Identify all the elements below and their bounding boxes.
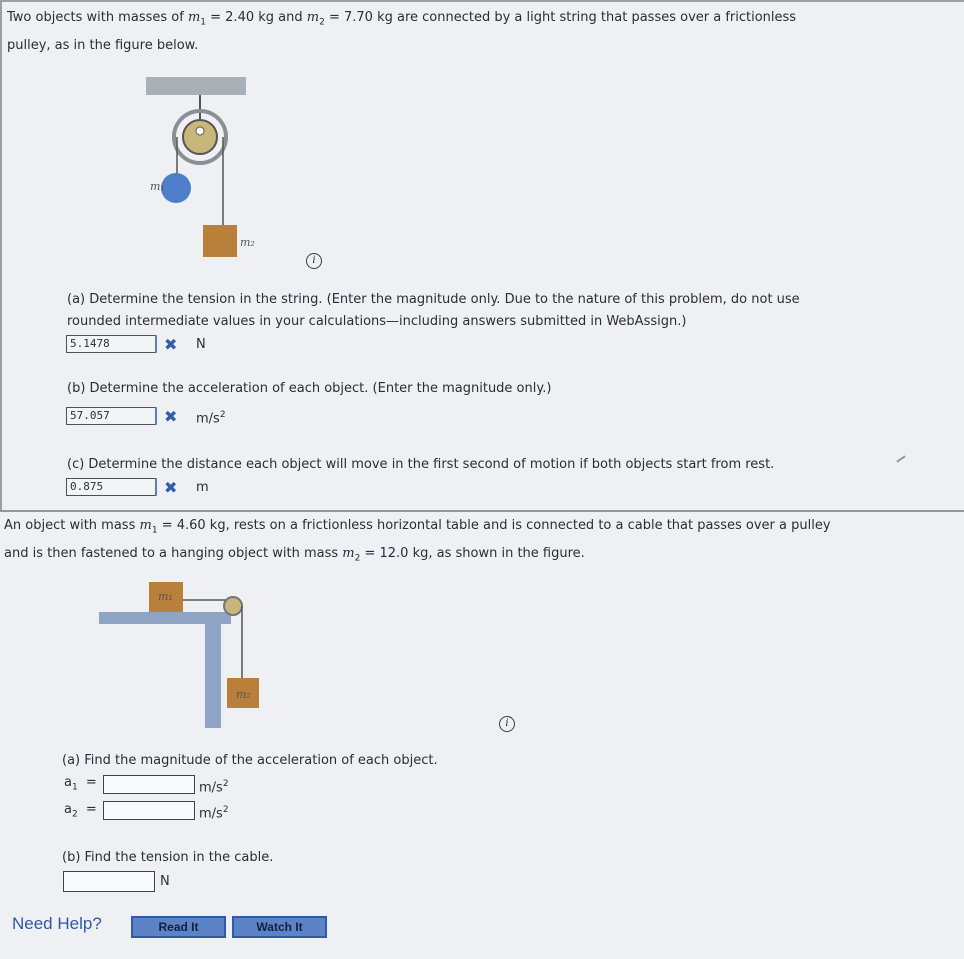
fig2-m2-label: m₂ xyxy=(236,688,251,701)
intro-text: An object with mass xyxy=(4,518,136,533)
p1-part-c-unit: m xyxy=(196,480,209,495)
unit-text: m/s xyxy=(196,411,220,427)
field-edge xyxy=(155,407,157,425)
problem1-intro-line2: pulley, as in the figure below. xyxy=(7,38,199,53)
p1-part-b-question: (b) Determine the acceleration of each object. (Enter the magnitude only.) xyxy=(67,381,552,396)
a1-sub: 1 xyxy=(71,782,78,793)
intro-text: Two objects with masses of xyxy=(7,10,184,25)
p1-part-a-answer-field[interactable] xyxy=(66,335,156,353)
field-edge xyxy=(155,335,157,353)
a1-unit xyxy=(199,775,229,797)
problem1-intro-line1 xyxy=(7,9,796,32)
a1-input[interactable] xyxy=(103,775,195,794)
problem-separator xyxy=(0,510,964,512)
pulley-wheel xyxy=(224,597,242,615)
m2-symbol: m xyxy=(306,10,320,25)
m1-symbol: m xyxy=(187,10,201,25)
unit-exponent: 2 xyxy=(222,805,229,815)
info-icon[interactable]: i xyxy=(499,716,515,732)
equals-sign: = xyxy=(85,775,97,790)
a1-label xyxy=(64,774,97,797)
p1-part-a-question-line2: rounded intermediate values in your calculations—including answers submitted in WebAssign.) xyxy=(67,314,687,329)
p1-part-c-answer-field[interactable] xyxy=(66,478,156,496)
mass2-block xyxy=(203,225,237,257)
x-mark-icon: ✖ xyxy=(164,407,178,426)
m1-value: = 2.40 kg and xyxy=(210,10,303,25)
unit-text: m/s xyxy=(199,780,223,796)
p1-part-c-question: (c) Determine the distance each object will move in the first second of motion if both objects start from rest. xyxy=(67,457,775,472)
p1-part-b-answer-field[interactable] xyxy=(66,407,156,425)
p1-part-a-unit: N xyxy=(196,337,206,352)
p2-part-b-question: (b) Find the tension in the cable. xyxy=(62,850,274,865)
x-mark-icon: ✖ xyxy=(164,335,178,354)
a2-unit xyxy=(199,801,229,823)
read-it-button[interactable]: Read It xyxy=(131,916,226,938)
p1-part-b-answer-value: 57.057 xyxy=(70,409,110,422)
m2-value: = 12.0 kg, as shown in the figure. xyxy=(364,546,585,561)
p2-part-a-question: (a) Find the magnitude of the acceleration of each object. xyxy=(62,753,438,768)
fig2-m1-label: m₁ xyxy=(158,590,173,603)
x-mark-icon: ✖ xyxy=(164,478,178,497)
equals-sign: = xyxy=(85,802,97,817)
unit-exponent: 2 xyxy=(222,779,229,789)
m2-symbol: m xyxy=(342,546,355,561)
m1-value: = 4.60 kg, rests on a frictionless horizontal table and is connected to a cable that passes over a pulley xyxy=(161,518,831,533)
need-help-label: Need Help? xyxy=(12,914,102,933)
a2-sub: 2 xyxy=(71,809,78,820)
left-border xyxy=(0,0,2,510)
a1-letter: a xyxy=(64,775,72,790)
fig1-m2-label: m₂ xyxy=(240,236,255,249)
p1-part-c-answer-value: 0.875 xyxy=(70,480,104,493)
m1-symbol: m xyxy=(139,518,152,533)
top-border xyxy=(0,0,964,2)
pencil-icon xyxy=(896,455,905,462)
m2-subscript: 2 xyxy=(319,17,325,28)
watch-it-button[interactable]: Watch It xyxy=(232,916,327,938)
p1-part-b-unit xyxy=(196,406,226,428)
m2-subscript: 2 xyxy=(354,553,361,564)
m1-subscript: 1 xyxy=(200,17,206,28)
table-top xyxy=(99,612,231,624)
a2-input[interactable] xyxy=(103,801,195,820)
intro-text: and is then fastened to a hanging object with mass xyxy=(4,546,339,561)
tension-input[interactable] xyxy=(63,871,155,892)
info-icon[interactable]: i xyxy=(306,253,322,269)
problem2-intro-line1 xyxy=(4,517,831,540)
a2-letter: a xyxy=(64,802,72,817)
m1-subscript: 1 xyxy=(151,525,158,536)
mass1-ball xyxy=(161,173,191,203)
tension-unit: N xyxy=(160,874,170,889)
field-edge xyxy=(155,478,157,496)
p1-part-a-answer-value: 5.1478 xyxy=(70,337,110,350)
unit-text: m/s xyxy=(199,806,223,822)
p1-part-a-question-line1: (a) Determine the tension in the string. (Enter the magnitude only. Due to the nature of this problem, do not use xyxy=(67,292,800,307)
a2-label xyxy=(64,801,97,824)
atwood-figure xyxy=(140,75,330,275)
fig1-m1-label: m₁ xyxy=(150,180,165,193)
unit-exponent: 2 xyxy=(219,410,226,420)
m2-value: = 7.70 kg are connected by a light string that passes over a frictionless xyxy=(328,10,797,25)
table-leg xyxy=(205,624,221,728)
problem2-intro-line2 xyxy=(4,545,585,568)
table-pulley-figure xyxy=(95,578,285,728)
ceiling-bar xyxy=(146,77,246,95)
